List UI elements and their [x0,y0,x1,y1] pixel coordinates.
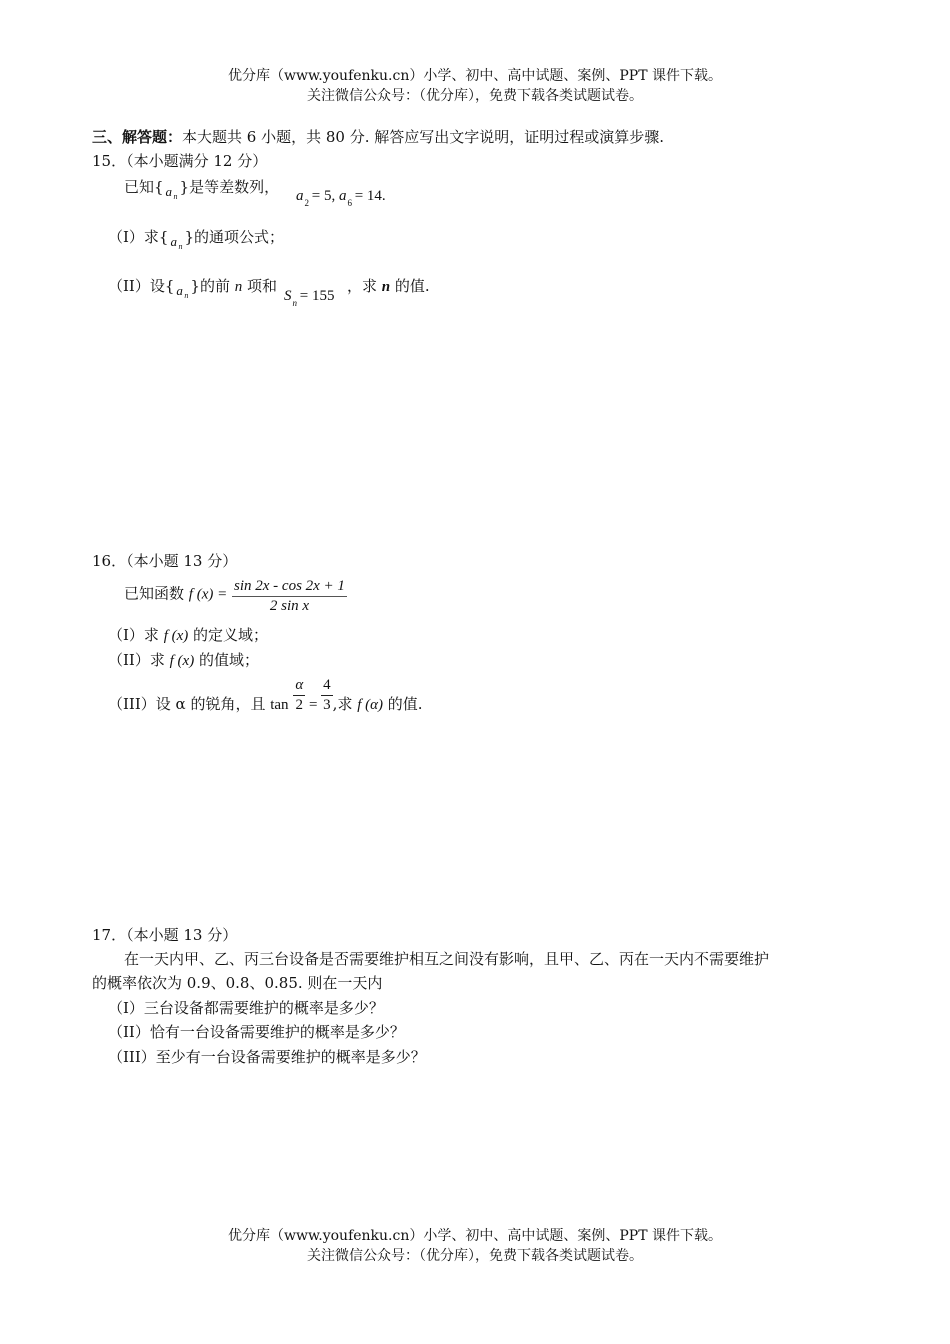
q16-p1-post: 的定义域； [188,626,269,644]
cond-mid: = 5, [308,188,339,204]
seq-a: a [170,234,177,249]
q16-p1-f: f (x) [163,628,189,644]
q15-p1-pre: （I）求{ [108,228,169,246]
q16-p3-frac-43 [321,676,333,715]
q16-header [92,550,237,571]
q17-stem-line-1: 在一天内甲、乙、丙三台设备是否需要维护相互之间没有影响，且甲、乙、丙在一天内不需要维护 [124,950,770,968]
q16-fx: f (x) = [188,586,228,603]
q16-p3-f: f (α) [357,696,383,713]
q17-part-3: （III）至少有一台设备需要维护的概率是多少？ [108,1048,426,1066]
seq-n: n [178,242,183,251]
section-title: 三、解答题： [92,128,183,146]
q15-part-2-tail [347,275,430,296]
q15-part-1 [108,226,285,251]
q15-p2-S: S [284,288,292,304]
header-line-2: 关注微信公众号：（优分库），免费下载各类试题试卷。 [307,88,643,104]
q16-part-1 [108,624,268,645]
q17-part-2: （II）恰有一台设备需要维护的概率是多少？ [108,1023,405,1041]
cond-sub-6: 6 [347,198,352,208]
q16-part-2 [108,649,259,670]
q17-part-1: （I）三台设备都需要维护的概率是多少？ [108,999,384,1017]
q16-p3-tan: tan [270,696,289,713]
q16-frac-den: 2 sin x [269,598,310,614]
cond-a2: a [296,188,304,204]
q16-stem [124,575,347,614]
q15-p2-end: 的值. [390,277,430,295]
seq-n: n [173,192,178,201]
q16-p1-pre: （I）求 [108,626,164,644]
cond-end: = 14. [350,188,386,204]
q17-number: 17． [92,926,127,944]
q15-stem-pre: 已知{ [124,178,164,196]
q15-stem-post: }是等差数列， [179,178,280,196]
q16-p3-mid: ,求 [332,694,358,713]
q15-p2-sequence [174,275,190,300]
q17-stem-line-2: 的概率依次为 0.9、0.8、0.85. 则在一天内 [92,974,383,992]
q16-p3-end: 的值. [383,694,423,713]
q15-p2-mid2: 项和 [242,277,277,295]
q15-p2-n2: n [381,279,391,295]
q15-p1-sequence [168,226,184,251]
q16-p2-post: 的值域； [194,651,259,669]
q17-header [92,924,237,945]
footer-line-1: 优分库（www.youfenku.cn）小学、初中、高中试题、案例、PPT 课件下载。 [227,1228,722,1244]
q15-p1-post: }的通项公式； [184,228,285,246]
q15-p2-pre: （II）设{ [108,277,175,295]
section-heading [92,126,664,147]
q16-part-3 [108,676,423,715]
seq-a: a [176,283,183,298]
q16-p3-den: 2 [295,697,304,713]
q16-p3-num: α [293,676,305,696]
q16-stem-pre: 已知函数 [124,584,189,603]
q16-p3-eq: = [305,696,322,713]
q15-p2-mid1: }的前 [190,277,235,295]
q16-number: 16． [92,552,127,570]
q15-p2-post: ，求 [347,277,382,295]
seq-n: n [184,291,189,300]
q15-points: （本小题满分 12 分） [126,152,268,170]
q16-p2-pre: （II）求 [108,651,170,669]
seq-a: a [165,184,173,199]
q16-p3-frac-alpha [293,676,305,715]
q15-part-2-sum [284,286,335,308]
section-description: 本大题共 6 小题，共 80 分. 解答应写出文字说明，证明过程或演算步骤. [182,128,665,146]
header-line-1: 优分库（www.youfenku.cn）小学、初中、高中试题、案例、PPT 课件下载。 [227,68,722,84]
q15-condition [296,186,386,208]
q16-p3-den2: 3 [323,697,331,713]
cond-sub-2: 2 [304,198,309,208]
q15-header [92,150,267,171]
q16-p3-num2: 4 [321,676,333,696]
q15-sequence-symbol [164,176,180,201]
q15-part-2 [108,275,277,300]
q15-p2-S-sub: n [292,298,297,308]
q16-p2-f: f (x) [169,653,195,669]
q16-frac-num: sin 2x - cos 2x + 1 [232,577,347,597]
q15-p2-n: n [234,279,243,295]
q17-points: （本小题 13 分） [126,926,238,944]
q15-number: 15． [92,152,127,170]
q16-points: （本小题 13 分） [126,552,238,570]
footer-line-2: 关注微信公众号：（优分库），免费下载各类试题试卷。 [307,1248,643,1264]
q16-fraction [232,577,347,616]
q15-p2-val: = 155 [296,288,335,304]
q16-p3-pre: （III）设 α 的锐角，且 [108,694,271,713]
cond-a6: a [338,188,347,204]
q15-stem [124,176,280,201]
